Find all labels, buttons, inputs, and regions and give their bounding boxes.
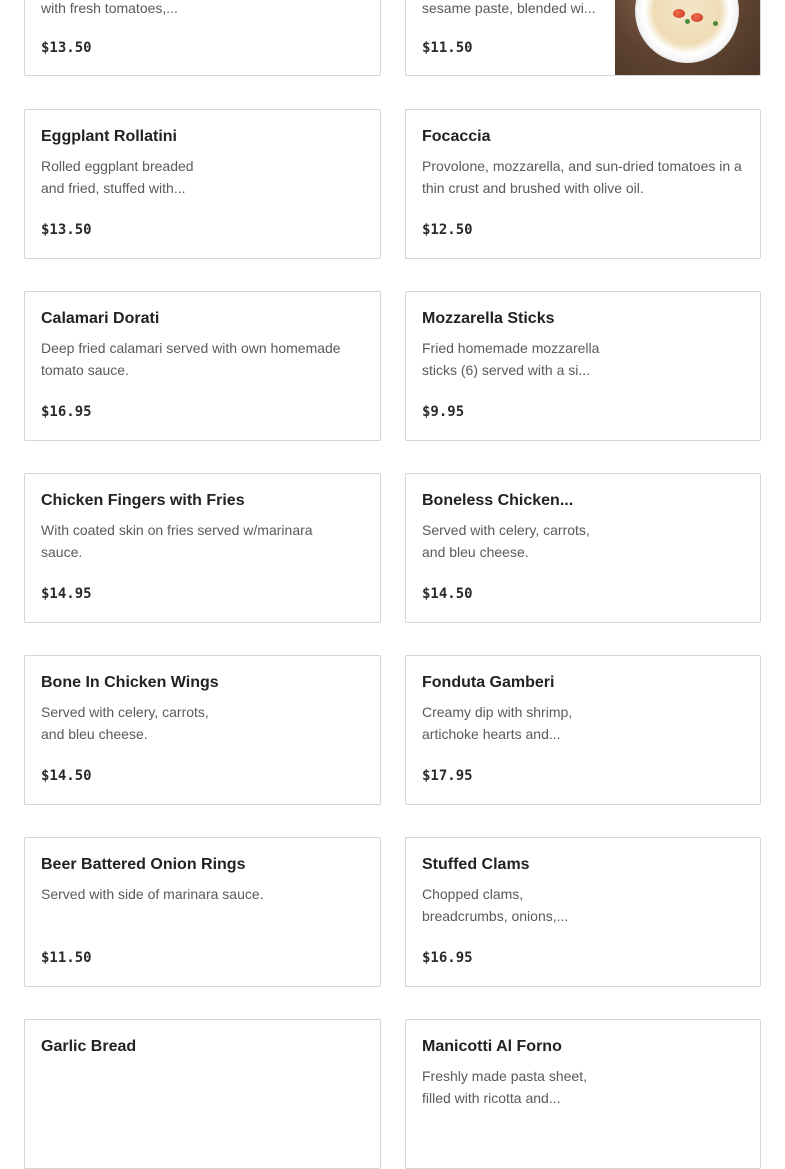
menu-item-card[interactable] <box>24 837 381 987</box>
menu-item-name: Eggplant Rollatini <box>41 128 177 145</box>
menu-item-name: Boneless Chicken... <box>422 492 574 509</box>
menu-item-price: $16.95 <box>41 404 92 420</box>
menu-item-card[interactable] <box>24 1019 381 1169</box>
menu-item-description: sesame paste, blended wi... <box>422 0 596 16</box>
menu-item-card[interactable] <box>24 291 381 441</box>
menu-item-name: Beer Battered Onion Rings <box>41 856 246 873</box>
menu-item-price: $11.50 <box>41 950 92 966</box>
menu-item-name: Manicotti Al Forno <box>422 1038 562 1055</box>
menu-item-name: Focaccia <box>422 128 491 145</box>
menu-item-description: With coated skin on fries served w/marinara sauce. <box>41 522 313 560</box>
menu-item-card[interactable] <box>405 837 761 987</box>
menu-item-card[interactable] <box>405 655 761 805</box>
menu-item-description: Served with side of marinara sauce. <box>41 886 264 902</box>
menu-item-card[interactable] <box>24 109 381 259</box>
menu-item-description: Served with celery, carrots, and bleu cheese. <box>41 704 209 742</box>
menu-item-price: $17.95 <box>422 768 473 784</box>
menu-item-price: $14.50 <box>422 586 473 602</box>
menu-item-name: Bone In Chicken Wings <box>41 674 219 691</box>
menu-item-name: Chicken Fingers with Fries <box>41 492 245 509</box>
menu-item-price: $12.50 <box>422 222 473 238</box>
menu-item-photo <box>615 0 760 76</box>
menu-item-description: Provolone, mozzarella, and sun-dried tomatoes in a thin crust and brushed with olive oil. <box>422 158 742 196</box>
menu-item-card[interactable] <box>405 291 761 441</box>
menu-item-description: Rolled eggplant breaded and fried, stuffed with... <box>41 158 194 196</box>
menu-item-description: Creamy dip with shrimp, artichoke hearts and... <box>422 704 573 742</box>
menu-item-price: $16.95 <box>422 950 473 966</box>
menu-item-card[interactable] <box>405 1019 761 1169</box>
menu-item-name: Stuffed Clams <box>422 856 530 873</box>
menu-item-description: Chopped clams, breadcrumbs, onions,... <box>422 886 569 924</box>
menu-item-description: Served with celery, carrots, and bleu cheese. <box>422 522 590 560</box>
menu-item-description <box>41 1065 361 1109</box>
menu-item-name: Mozzarella Sticks <box>422 310 555 327</box>
herb-garnish <box>685 19 690 24</box>
menu-item-description: with fresh tomatoes,... <box>41 0 178 16</box>
menu-item-price: $14.95 <box>41 586 92 602</box>
menu-item-name: Calamari Dorati <box>41 310 160 327</box>
menu-item-card[interactable] <box>24 0 381 76</box>
menu-item-price: $11.50 <box>422 40 473 56</box>
menu-item-price: $13.50 <box>41 222 92 238</box>
menu-item-name: Fonduta Gamberi <box>422 674 555 691</box>
menu-item-name: Garlic Bread <box>41 1038 137 1055</box>
menu-item-price: $13.50 <box>41 40 92 56</box>
menu-item-description: Freshly made pasta sheet, filled with ricotta and... <box>422 1068 587 1106</box>
menu-item-card[interactable] <box>24 473 381 623</box>
menu-item-card[interactable] <box>405 0 761 76</box>
tomato-garnish <box>673 9 685 18</box>
menu-item-price: $14.50 <box>41 768 92 784</box>
menu-item-card[interactable] <box>24 655 381 805</box>
herb-garnish <box>713 21 718 26</box>
menu-item-description: Deep fried calamari served with own homemade tomato sauce. <box>41 340 341 378</box>
menu-item-card[interactable] <box>405 473 761 623</box>
pasta-plate-image <box>635 0 739 63</box>
menu-item-description: Fried homemade mozzarella sticks (6) served with a si... <box>422 340 600 378</box>
tomato-garnish <box>691 13 703 22</box>
menu-item-card[interactable] <box>405 109 761 259</box>
menu-item-price: $9.95 <box>422 404 465 420</box>
